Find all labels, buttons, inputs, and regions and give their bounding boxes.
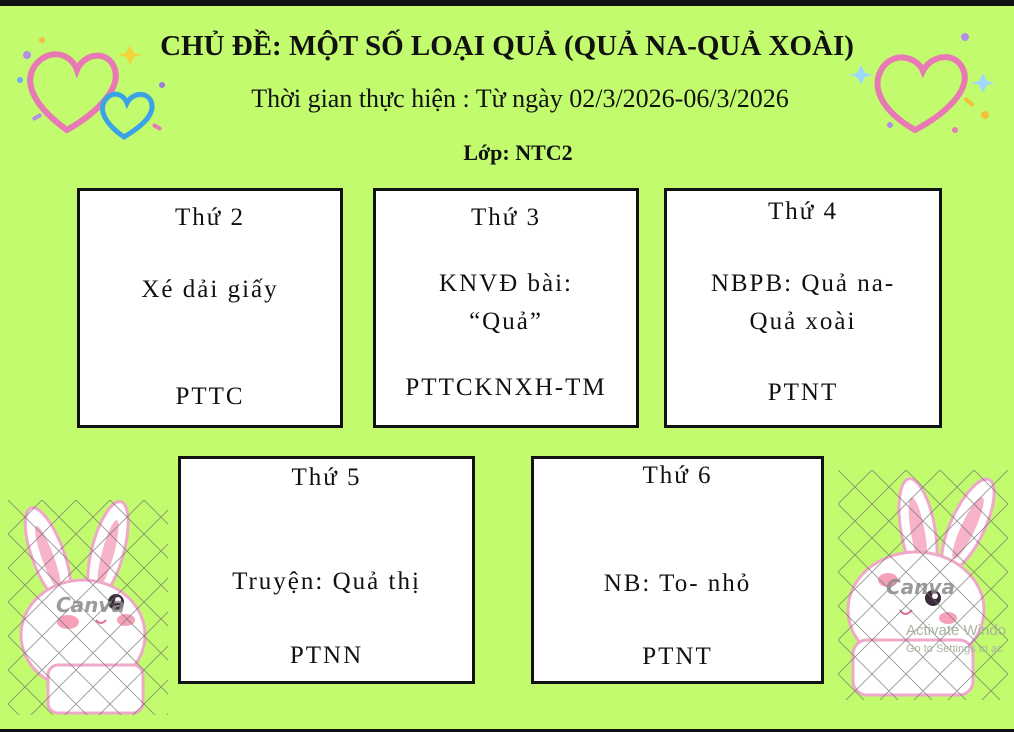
card-day: Thứ 3: [470, 204, 542, 231]
schedule-card-tuesday: [373, 188, 639, 428]
card-day: Thứ 5: [291, 464, 362, 491]
canva-watermark-right: Canva: [886, 575, 955, 599]
schedule-card-wednesday: [664, 188, 942, 428]
top-border: [0, 0, 1014, 6]
card-area: PTNT: [642, 643, 713, 670]
class-label: Lớp: NTC2: [463, 140, 573, 165]
bunny-sticker-right: [838, 470, 1008, 700]
card-area: PTNT: [767, 379, 839, 406]
card-day: Thứ 4: [767, 198, 839, 225]
card-activity: NBPB: Quả na- Quả xoài: [710, 270, 896, 335]
schedule-card-monday: [77, 188, 343, 428]
schedule-card-friday: [531, 456, 824, 684]
bunny-sticker-left: [8, 500, 168, 715]
page-title: CHỦ ĐỀ: MỘT SỐ LOẠI QUẢ (QUẢ NA-QUẢ XOÀI): [160, 30, 854, 62]
activate-windows-subtitle: Go to Settings to ac: [906, 643, 1003, 655]
card-area: PTNN: [289, 642, 364, 669]
activate-windows-title: Activate Windo: [906, 622, 1007, 639]
schedule-card-thursday: [178, 456, 475, 684]
card-activity: NB: To- nhỏ: [603, 570, 752, 597]
canva-watermark-left: Canva: [56, 593, 125, 617]
card-area: PTTC: [175, 383, 245, 410]
card-day: Thứ 6: [642, 462, 713, 489]
time-period: Thời gian thực hiện : Từ ngày 02/3/2026-06/3/2026: [251, 84, 789, 113]
card-area: PTTCKNXH-TM: [405, 374, 607, 401]
card-activity: Truyện: Quả thị: [232, 568, 421, 595]
card-activity: Xé dải giấy: [141, 276, 279, 303]
card-activity: KNVĐ bài: “Quả”: [439, 270, 573, 335]
card-day: Thứ 2: [174, 204, 246, 231]
